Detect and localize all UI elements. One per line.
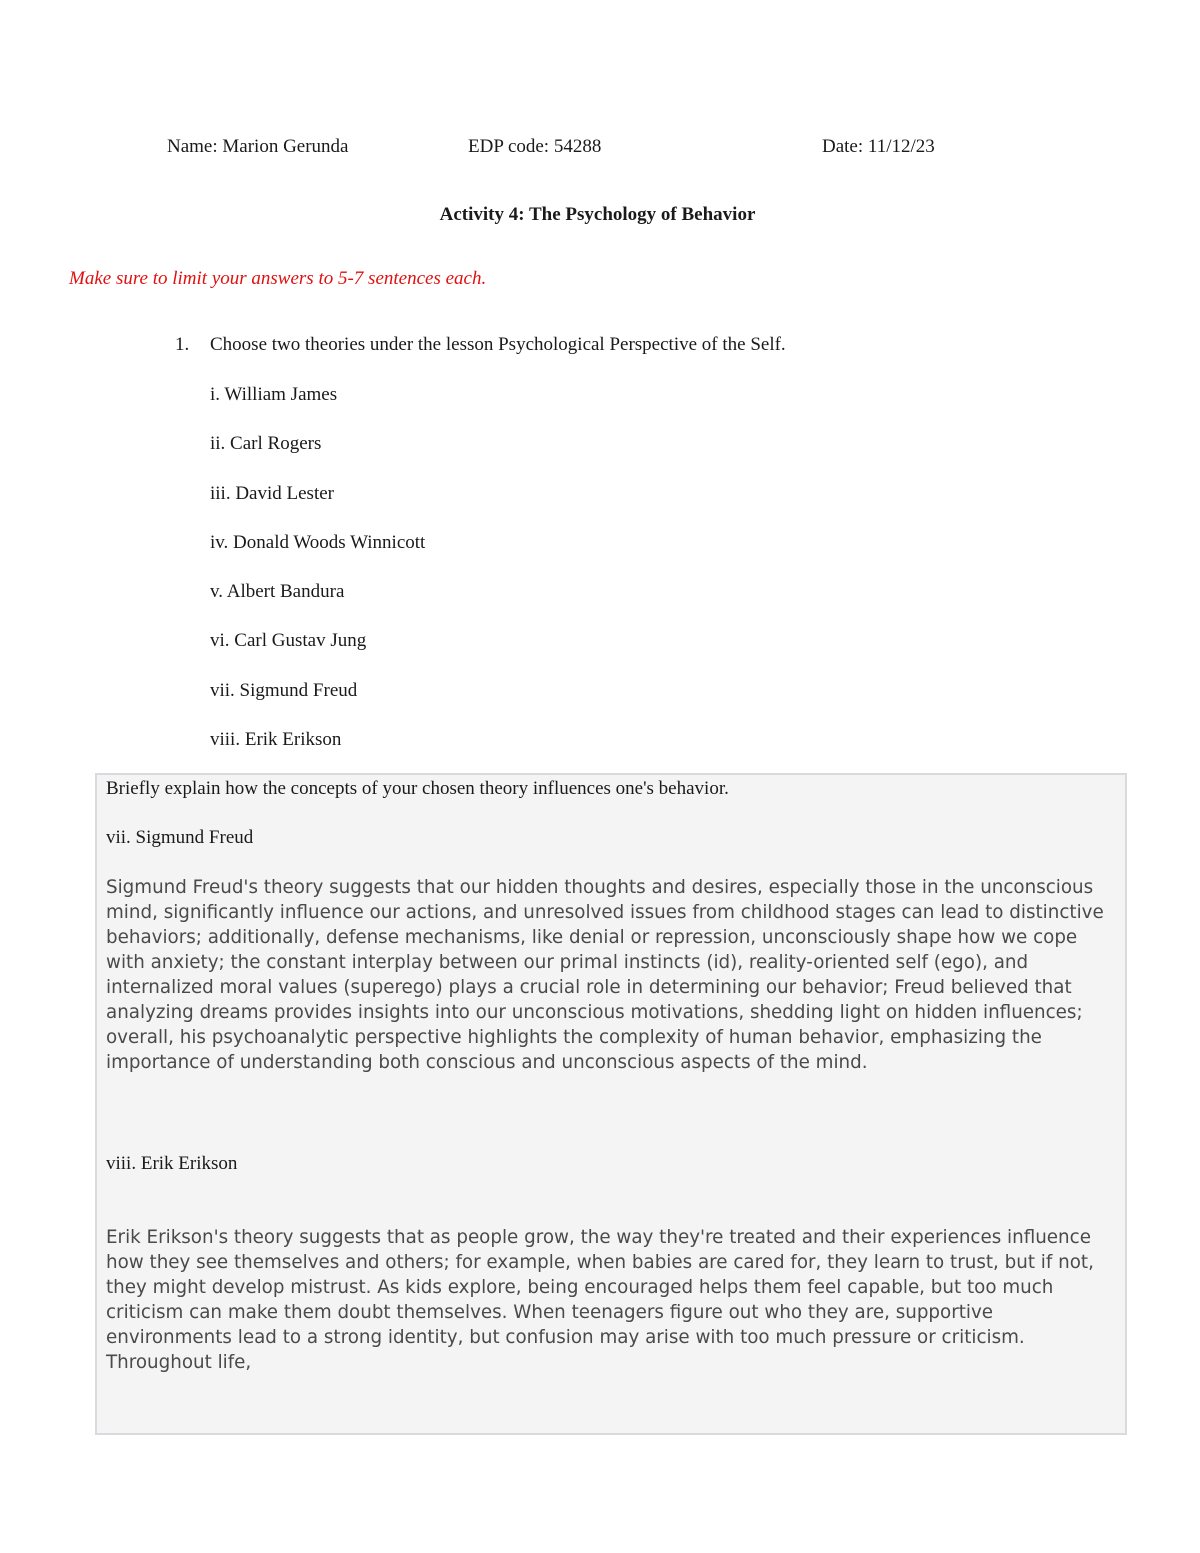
theory-1-label: vii. Sigmund Freud bbox=[106, 827, 254, 848]
list-item: ii. Carl Rogers bbox=[210, 433, 322, 455]
theory-options-list bbox=[210, 382, 425, 776]
list-item: i. William James bbox=[210, 384, 338, 405]
list-item: vii. Sigmund Freud bbox=[210, 679, 358, 701]
list-item: v. Albert Bandura bbox=[210, 581, 345, 603]
question-text: Choose two theories under the lesson Psychological Perspective of the Self. bbox=[210, 334, 786, 355]
list-item: iv. Donald Woods Winnicott bbox=[210, 531, 426, 553]
document-date: Date: 11/12/23 bbox=[822, 136, 935, 157]
document-header bbox=[0, 136, 1200, 166]
theory-2-answer: Erik Erikson's theory suggests that as people grow, the way they're treated and their experiences influence how they see themselves and others; for example, when babies are cared for, they learn to trust, but if not, they might develop mistrust. As kids explore, being encouraged helps them feel capable, but too much criticism can make them doubt themselves. When teenagers figure out who they are, supportive environments lead to a strong identity, but confusion may arise with too much pressure or criticism. Throughout life, bbox=[106, 1227, 1094, 1373]
answer-text-area[interactable] bbox=[95, 773, 1127, 1435]
theory-1-answer: Sigmund Freud's theory suggests that our hidden thoughts and desires, especially those in the unconscious mind, significantly influence our actions, and unresolved issues from childhood stages can lead to distinctive behaviors; additionally, defense mechanisms, like denial or repression, unconsciously shape how we cope with anxiety; the constant interplay between our primal instincts (id), reality-oriented self (ego), and internalized moral values (superego) plays a crucial role in determining our behavior; Freud believed that analyzing dreams provides insights into our unconscious motivations, shedding light on hidden influences; overall, his psychoanalytic perspective highlights the complexity of human behavior, emphasizing the importance of understanding both conscious and unconscious aspects of the mind. bbox=[106, 877, 1104, 1073]
question-number: 1. bbox=[175, 334, 190, 355]
answer-prompt: Briefly explain how the concepts of your chosen theory influences one's behavior. bbox=[106, 778, 729, 799]
instruction-note: Make sure to limit your answers to 5-7 sentences each. bbox=[69, 268, 487, 289]
list-item: iii. David Lester bbox=[210, 482, 334, 504]
theory-2-label: viii. Erik Erikson bbox=[106, 1153, 238, 1174]
activity-title: Activity 4: The Psychology of Behavior bbox=[439, 204, 756, 225]
student-name: Name: Marion Gerunda bbox=[167, 136, 349, 157]
list-item: viii. Erik Erikson bbox=[210, 729, 342, 751]
list-item: vi. Carl Gustav Jung bbox=[210, 630, 367, 652]
edp-code: EDP code: 54288 bbox=[468, 136, 602, 157]
